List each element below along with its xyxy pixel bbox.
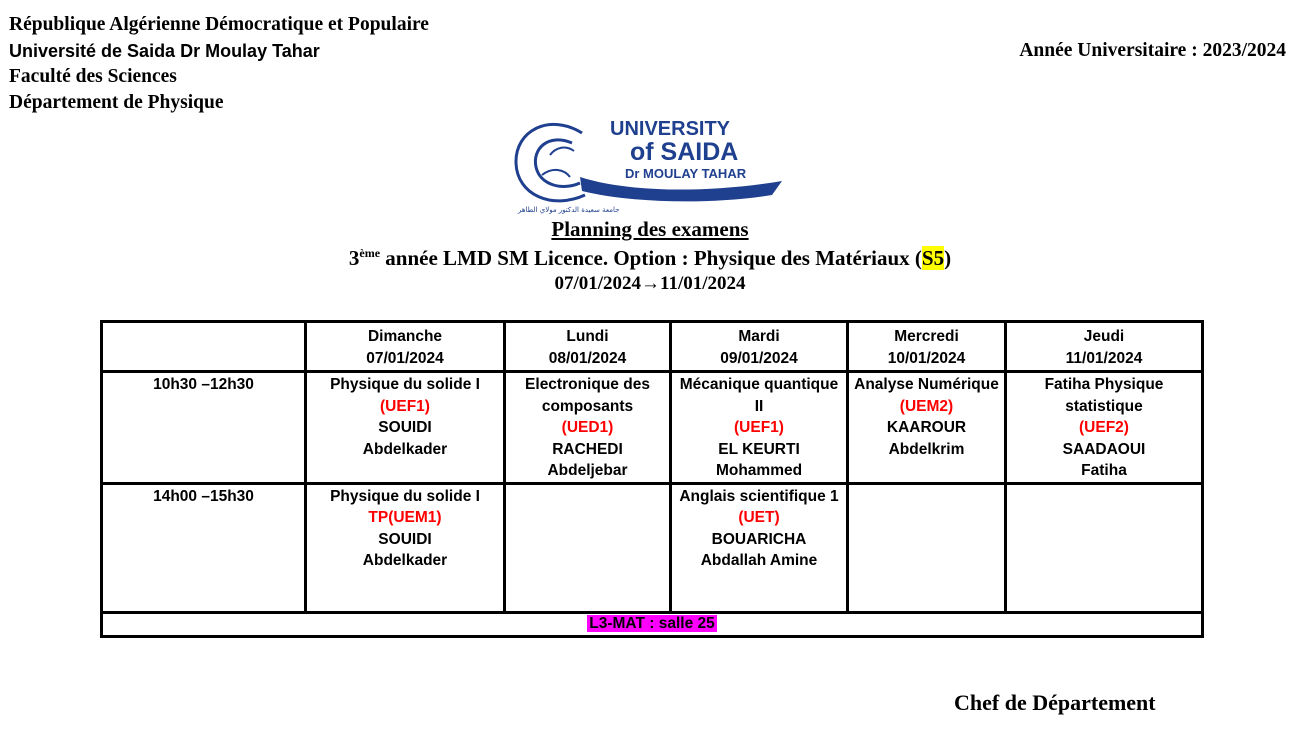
logo-line3: Dr MOULAY TAHAR [625,166,747,181]
room-cell [102,612,1203,636]
day-header: Mardi 09/01/2024 [671,322,848,372]
empty-cell [848,483,1006,612]
faculty-name: Faculté des Sciences [9,66,177,87]
time-slot: 14h00 –15h30 [102,483,306,612]
exam-cell: Electronique des composants (UED1) RACHEDI Abdeljebar [505,372,671,484]
page-title: Planning des examens [551,217,749,241]
republic-name: République Algérienne Démocratique et Populaire [9,14,429,35]
time-slot: 10h30 –12h30 [102,372,306,484]
day-header: Mercredi 10/01/2024 [848,322,1006,372]
table-row [102,483,1203,612]
exam-cell: Anglais scientifique 1 (UET) BOUARICHA Abdallah Amine [671,483,848,612]
signature-label: Chef de Département [954,690,1156,715]
header-institution [9,12,429,116]
program-subtitle: 3ème année LMD SM Licence. Option : Physique des Matériaux (S5) [348,246,952,270]
exam-cell: Mécanique quantique II (UEF1) EL KEURTI Mohammed [671,372,848,484]
empty-cell [1006,483,1203,612]
logo-line2: of SAIDA [630,138,739,166]
university-logo [510,115,785,215]
exam-cell: Fatiha Physique statistique (UEF2) SAADAOUI Fatiha [1006,372,1203,484]
day-header: Jeudi 11/01/2024 [1006,322,1203,372]
university-name: Université de Saida Dr Moulay Tahar [9,41,320,61]
academic-year: Année Universitaire : 2023/2024 [1019,40,1286,61]
exam-cell: Physique du solide I TP(UEM1) SOUIDI Abdelkader [306,483,505,612]
table-row [102,372,1203,484]
day-header: Lundi 08/01/2024 [505,322,671,372]
exam-cell: Physique du solide I (UEF1) SOUIDI Abdelkader [306,372,505,484]
empty-cell [505,483,671,612]
exam-schedule-table [100,320,1204,638]
exam-cell: Analyse Numérique (UEM2) KAAROUR Abdelkrim [848,372,1006,484]
department-name: Département de Physique [9,92,224,113]
corner-cell [102,322,306,372]
header-row [102,322,1203,372]
semester-badge: S5 [921,246,945,270]
day-header: Dimanche 07/01/2024 [306,322,505,372]
logo-emblem [516,124,585,200]
logo-line1: UNIVERSITY [610,118,731,140]
date-range: 07/01/2024→11/01/2024 [554,273,746,294]
logo-arabic: جامعة سعيدة الدكتور مولاي الطاهر [518,206,620,214]
room-row [102,612,1203,636]
room-label: L3-MAT : salle 25 [589,615,715,632]
